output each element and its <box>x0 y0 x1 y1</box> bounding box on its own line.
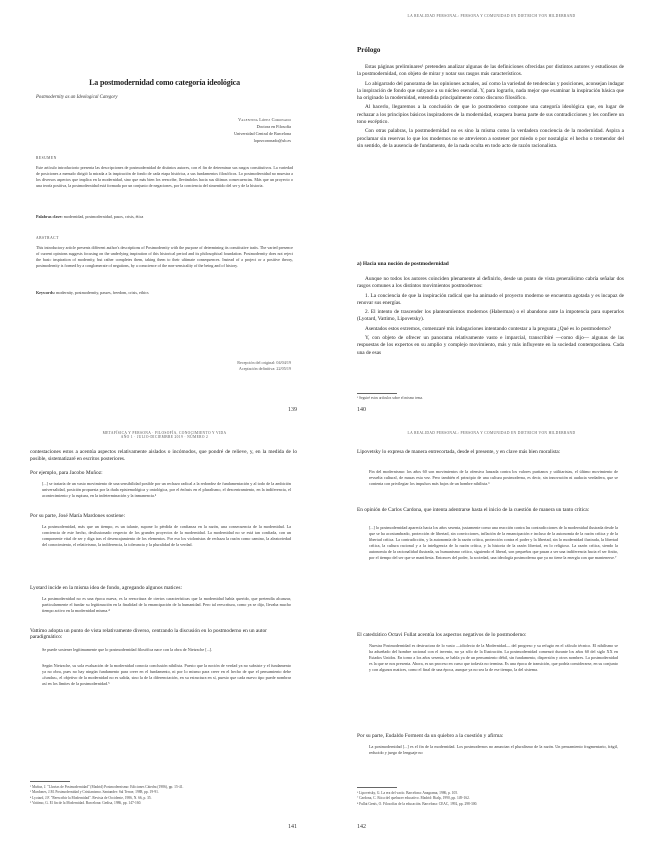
intro-text: Lipovetsky lo expresa de manera entrecortada, desde el presente, y en clave más bien moralista: <box>357 449 561 455</box>
page-140 <box>335 8 648 423</box>
running-head: LA REALIDAD PERSONAL: PERSONA Y COMUNIDAD EN DIETRICH VON HILDEBRAND <box>407 431 576 435</box>
quote-lyotard: La postmodernidad no es una época nueva, es la reescritura de ciertos características que la modernidad había querido, que pretendía alcanzar, particularmente el fundar su legitimación en la finalidad de la emancipación de la humanidad. Pero tal reescritura, como ya se dijo, llevaba mucho tiempo activo en la modernidad misma.⁴ <box>42 596 291 613</box>
abstract-keywords-label: Keywords: <box>36 290 56 295</box>
paragraph: Al hacerlo, llegaremos a la conclusión de que lo postmoderno compone una categoría ideológica que, en lugar de rechazar a los principios básicos inspiradores de la modernidad, exaspera buena parte de sus contradicciones y les confiere un tono escéptico. <box>357 104 624 126</box>
abstract-keywords-list: modernity, postmodernity, passes, freedom, crisis, ethics <box>56 290 149 295</box>
author-name: Valentina López Coronado <box>238 117 291 122</box>
footnote: ⁸ Fullat Genís, O. Filosofías de la educación. Barcelona: CEAC, 1992, pp. 298-300. <box>357 801 478 806</box>
article-subtitle: Postmodernity as an Ideological Category <box>36 95 118 100</box>
abstract-text: This introductory article presents different author's descriptions of Postmodernity with the purpose of determining its constitutive traits. The varied presence of current opinions suggests focusing on the underlying inspiration of this historical period and its philosophical foundation. Postmodernity does not reject the basic inspiration of modernity, but rather completes them, taking them to their ultimate consequences. Instead of a project or a positive theory, postmodernity is formed by a conglomerate of negations, by a conscience of the non-sensicality of the being and of history. <box>36 245 293 268</box>
running-head <box>28 431 301 439</box>
footnote: ⁴ Lyotard, J.F. "Reescribir la Modernidad". Revista de Occidente, 1986, N. 66, p. 35. <box>30 795 152 800</box>
paragraph: Aunque no todos los autores coinciden plenamente al definirlo, desde un punto de vista generalísimo cabría señalar dos rasgos comunes a los distintos movimientos postmodernos: <box>357 276 624 290</box>
page-number: 140 <box>357 407 366 413</box>
footnote: ⁷ Cardona, C. Ética del quehacer educativo. Madrid: Rialp, 1990, pp. 149-162. <box>357 796 470 801</box>
submission-dates <box>237 360 291 372</box>
lead-in-cardona: En opinión de Carlos Cardona, que intenta adentrarse hasta el inicio de la cuestión de manera un tanto crítica: <box>357 507 590 513</box>
footnotes <box>30 785 297 806</box>
abstract-label: ABSTRACT <box>36 236 59 240</box>
footnote: ² Muñoz, J. "Lluvias de Postmodernidad" (Madrid) Postmodernismo: Ediciones Cátedra (1986), pp. 15-41. <box>30 785 184 789</box>
author-affiliation: Doctora en Filosofía <box>256 124 291 129</box>
section-heading-prologo: Prólogo <box>357 46 381 54</box>
quote-mardones: La postmodernidad, más que un tiempo, es un talante, supone lo pérdida de confianza en la razón, una consecuencia de la modernidad. La conciencia de este hecho, desilusionado respecto de los grandes proyectos de la modernidad. La modernidad no se está tan confiada, con un componente vital de ser y diga tras el desencajamiento de los elementos. Por eso los violonistas de rechaza la razón como camino, la aleatoriedad del conocimiento, el relativismo, la indiferencia, la tolerancia y la pluralidad de la verdad. <box>42 524 291 547</box>
paragraph: 1. La conciencia de que la inspiración radical que ha animado el proyecto moderno se encuentra agotada y es incapaz de renovar sus energías. <box>357 292 624 306</box>
quote-vattimo-a: Se puede sostener legítimamente que lo postmodernidad filosófica nace con la obra de Nietzsche [...]. <box>42 647 213 652</box>
page-number: 141 <box>288 824 297 830</box>
resumen-keywords-label: Palabras clave: <box>36 214 63 219</box>
lead-in-forment: Por su parte, Eudaldo Forment da un quiebro a la cuestión y afirma: <box>357 733 504 739</box>
footnote-rule <box>30 781 70 782</box>
author-email: lopezcoronado@ub.es <box>253 138 291 143</box>
date-received: Recepción del original: 04/04/19 <box>237 360 291 365</box>
quote-lipovetsky: Fin del modernismo: los años 60 son movimientos de la ofensiva lanzada contra los valores puritanos y utilitaristas, el último movimiento de revuelta cultural, de masas esta vez. Pero también el principio de una cultura postmoderna, es decir, sin innovación ni audacia verdadera, que se contenta con privilegiar los impulsos más bajos de un hombre nihilista.⁶ <box>369 469 618 486</box>
running-head-line-1: METAFÍSICA Y PERSONA · FILOSOFÍA, CONOCIMIENTO Y VIDA <box>102 431 227 435</box>
article-title: La postmodernidad como categoría ideológica <box>89 78 240 87</box>
resumen-label: RESUMEN <box>36 156 57 160</box>
prologo-body <box>357 64 624 152</box>
footnotes <box>357 396 624 401</box>
paragraph: Asentados estos extremos, comenzaré mis indagaciones intentando contestar a la pregunta ¿Qué es lo postmoderno? <box>365 325 612 332</box>
footnote-rule <box>357 393 397 394</box>
footnote: ⁵ Vattimo, G. El fin de la Modernidad. Barcelona: Gedisa, 1986, pp. 147-160. <box>30 800 142 805</box>
footnotes <box>357 791 624 807</box>
footnote-rule <box>357 787 397 788</box>
quote-forment: La postmodernidad [...] es el fin de la modernidad. Los postmodernos no anuncian el pluralismo de la razón. Un pensamiento fragmentario, frágil, reducido y juego de lenguaje no <box>369 744 618 755</box>
running-head: LA REALIDAD PERSONAL: PERSONA Y COMUNIDAD EN DIETRICH VON HILDEBRAND <box>407 14 576 18</box>
paragraph: Estas páginas preliminares¹ pretenden analizar algunas de las definiciones ofrecidas por distintos autores y estudiosos de la postmodernidad, con objeto de mirar y notar sus rasgos más característicos. <box>357 64 624 78</box>
subsection-heading: a) Hacia una noción de postmodernidad <box>357 261 449 267</box>
quote-cardona: [...] lo postmodernidad aparecía hacia los años sesenta, justamente como una reacción contra las contradicciones de la modernidad ilustrada desde la que se ha acostumbrado, protección de libertad, sin convicciones, inflación de la emancipación e incluso de la autonomía de la razón crítica y de la libertad crítica. La contradicción, y la autonomía de la razón crítica, protección contra el poder y la libertad, sin lo modernidad ilustrada, la libertad crítica, la cultura racional y a la inteligencia de la razón crítica, y la historia de la razón libertad, en lo religioso. La razón crítica, siendo la autonomía de la racionalidad ilustrada, su humanismo crítico, siguiendo el liberal, son pequeños que pasan a ser una indiferencia hacia el ser finito, por el tiempo del ser que se manifiesta. Entonces del poder, la sociedad, una ideología postmoderna que ya no tiene la energía con que mantenerse.⁷ <box>369 525 618 560</box>
paragraph: Y, con objeto de ofrecer un panorama relativamente vasto e imparcial, transcribiré —como dijo— algunas de las respuestas de los expertos en su amplio y complejo movimiento, más y más influyente en la sociedad contemporánea. Cada una de esas <box>357 335 624 356</box>
lead-in-munoz: Por ejemplo, para Jacobo Muñoz: <box>30 470 103 476</box>
page-139 <box>8 8 321 423</box>
lead-in-mardones: Por su parte, José María Mardones sostiene: <box>30 513 126 519</box>
paragraph: 2. El intento de trascender los planteamientos modernos (Habermas) o el abandono ante la impotencia para superarlos (Lyotard, Vattimo, Lipovetsky). <box>357 309 624 323</box>
footnote: ⁶ Lipovetsky, G. La era del vacío. Barcelona: Anagrama, 1986, p. 105. <box>357 791 459 795</box>
resumen-keywords-list: modernidad, postmodernidad, pasos, crisis, ética <box>63 214 144 219</box>
author-university: Universidad Central de Barcelona <box>234 131 291 136</box>
page-number: 142 <box>357 824 366 830</box>
page-number: 139 <box>288 407 297 413</box>
quote-munoz: [...] se trataría de un vasto movimiento de una sensibilidad posible por un rechazo radical a la redondez de fundamentación y al todo de la ambición universalidad, posición propuesta por la duda epistemológica y ontológica, por el énfasis en el pluralismo, el descentramiento, en la indiferencia, el acontecimiento y la ruptura, en la indeterminación y la inmanencia.² <box>42 481 291 498</box>
quote-fullat: Nuestra Postmodernidad es destructora de lo vasto —idiolecto de la Modernidad— del progreso y su refugio en el cálculo técnico. El nihilismo se ha adueñado del hombre racional con el invento, no ya sólo de la Ilustración. La postmodernidad comenzó durante los años 60 del siglo XX en Estados Unidos. En torno a los años sesenta, se habla ya de un pensamiento débil, sin fundamento, dispersión y otros nombres. La postmodernidad es la que se nos presenta. Ahora, es un proceso en curso que todavía no termina. Es una época de transición, que podría considerarse, en su conjunto y con algunos matices, como el final de una época, aunque ya no sea la de ese tiempo, la del sistema. <box>369 643 618 672</box>
page-141 <box>8 425 321 840</box>
resumen-keywords <box>36 214 293 220</box>
resumen-text: Este artículo introductorio presenta las descripciones de postmodernidad de distintos autores, con el fin de determinar sus rasgos constitutivos. La variedad de posiciones a menudo dirigió la mirada a la inspiración de fondo de cada etapa histórica, a sus fundamentos filosóficos. Lo postmodernidad no muestra a los diversos aspectos que implica en la modernidad, sino que más bien los reescribe, llevándolos hacia sus últimas consecuencias. Más que un proyecto o una teoría positiva, la postmodernidad está formada por un conjunto de negaciones, por la conciencia del sinsentido del ser y de la historia. <box>36 165 293 188</box>
page-142 <box>335 425 648 840</box>
quote-vattimo-b: Según Nietzsche, su sola evaluación de la modernidad conocía conclusión nihilista. Puesto que la noción de verdad ya no subsiste y el fundamento ya no obra, pues no hay ningún fundamento para creer en el fundamento, ni por lo mismo para creer en el hecho de que el pensamiento debe «fundar», el objetivo de la modernidad no es salida, sino la de la diferenciación, en su estructura en sí, puesto que cada nuevo tipo puede nombrar así en los límites de la postmodernidad.⁵ <box>42 663 291 686</box>
subsection-body <box>357 276 624 359</box>
paragraph: Lo abigarrado del panorama de las opiniones actuales, así como la variedad de tendencias y posiciones, aconsejan indagar la inspiración de fondo que subyace a su núcleo esencial. Y, para lograrlo, nada mejor que examinar la inspiración básica que ha originado la modernidad, entendida principalmente como discurso filosófico. <box>357 80 624 102</box>
date-accepted: Aceptación definitiva: 22/05/19 <box>238 366 291 371</box>
footnote: ¹ Seguiré estos artículos sobre el mismo tema. <box>357 396 423 400</box>
lead-in-lyotard: Lyotard incide en la misma idea de fondo, agregando algunos matices: <box>30 585 182 591</box>
lead-in-fullat: El catedrático Octavi Fullat acentúa los aspectos negativos de lo postmoderno: <box>357 632 527 638</box>
footnote: ³ Mardones, J.M. Postmodernidad y Cristianismo. Santander: Sal Terrae, 1988, pp. 19-91. <box>30 790 159 795</box>
paragraph: Con otras palabras, la postmodernidad no es sino la misma como la verdadera conciencia de la modernidad. Aspira a proclamar sin reservas lo que los modernos no se atrevieron a sostener por miedo o por nostalgia: el hecho o tremendor del sin sentido, de la ausencia de fundamento, de la nada oculta en todo acto de razón racionalista. <box>357 128 624 149</box>
intro-text: contestaciones estos a acentúa aspectos relativamente aislados o incómodos, que pondré de relieve, y, en la medida de lo posible, sistematizaré en escritos posteriores. <box>30 449 297 463</box>
lead-in-vattimo: Vattimo adopta un punto de vista relativamente diverso, centrando la discusión en lo postmoderno en un autor paradigmático: <box>30 628 267 640</box>
running-head-line-2: AÑO 1 · JULIO-DICIEMBRE 2019 · NÚMERO 2 <box>120 435 209 439</box>
author-block <box>234 116 291 144</box>
abstract-keywords <box>36 290 293 296</box>
